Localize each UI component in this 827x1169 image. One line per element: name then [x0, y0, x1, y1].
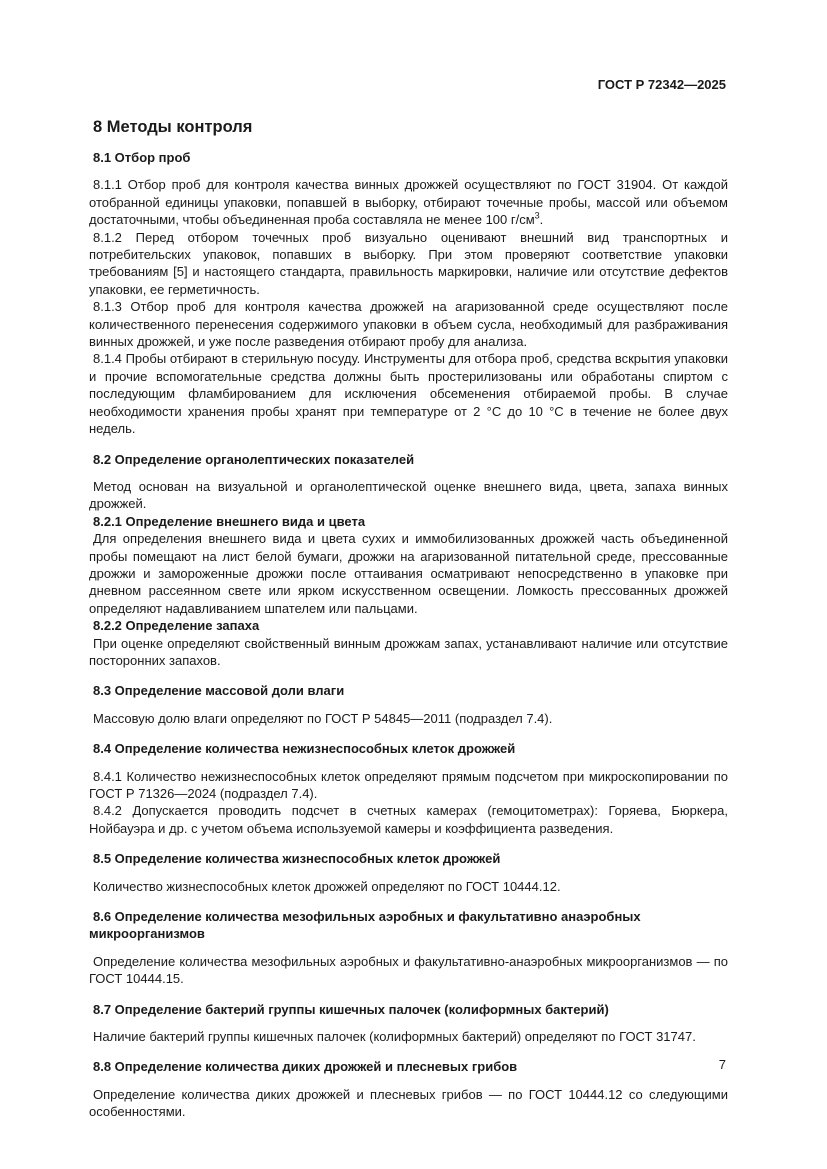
document-header: ГОСТ Р 72342—2025	[597, 77, 726, 92]
heading-8-6: 8.6 Определение количества мезофильных аэробных и факультативно анаэробных микроорганизмов	[89, 909, 641, 942]
heading-8-1: 8.1 Отбор проб	[93, 150, 191, 165]
paragraph-8-7: Наличие бактерий группы кишечных палочек (колиформных бактерий) определяют по ГОСТ 31747.	[93, 1029, 696, 1045]
section-title: 8 Методы контроля	[93, 118, 253, 136]
heading-8-8: 8.8 Определение количества диких дрожжей и плесневых грибов	[93, 1059, 518, 1075]
paragraph-8-8: Определение количества диких дрожжей и плесневых грибов — по ГОСТ 10444.12 со следующими особенностями.	[89, 1086, 728, 1120]
heading-8-2: 8.2 Определение органолептических показателей	[93, 451, 415, 467]
page-number: 7	[718, 1057, 726, 1072]
paragraph-8-1-1: 8.1.1 Отбор проб для контроля качества винных дрожжей осуществляют по ГОСТ 31904. От каждой отобранной единицы упаковки, попавшей в выборку, отбирают точечные пробы, массой или объемом достаточными, чтобы объединенная проба составляла не менее 100 $г/см^3$.	[89, 177, 728, 228]
heading-8-2-1: 8.2.1 Определение внешнего вида и цвета	[93, 513, 366, 529]
paragraph-8-4-2: 8.4.2 Допускается проводить подсчет в счетных камерах (гемоцитометрах): Горяева, Бюркера, Нойбауэра и др. с учетом объема используемой камеры и коэффициента разведения.	[89, 803, 728, 836]
page-content	[89, 116, 728, 1121]
paragraph-8-3: Массовую долю влаги определяют по ГОСТ Р 54845—2011 (подраздел 7.4).	[93, 710, 553, 726]
paragraph-8-1-3: 8.1.3 Отбор проб для контроля качества дрожжей на агаризованной среде осуществляют после количественного перенесения содержимого упаковки в объем сусла, необходимый для разбраживания винных дрожжей, и уже после разведения отбирают пробу для анализа.	[89, 299, 728, 350]
paragraph-8-6: Определение количества мезофильных аэробных и факультативно-анаэробных микроорганизмов — по ГОСТ 10444.15.	[89, 953, 728, 987]
paragraph-8-2-2: При оценке определяют свойственный винным дрожжам запах, устанавливают наличие или отсутствие посторонних запахов.	[89, 635, 728, 668]
paragraph-8-4-1: 8.4.1 Количество нежизнеспособных клеток определяют прямым подсчетом при микроскопировании по ГОСТ Р 71326—2024 (подраздел 7.4).	[89, 768, 728, 801]
paragraph-8-2-1: Для определения внешнего вида и цвета сухих и иммобилизованных дрожжей часть объединенной пробы помещают на лист белой бумаги, дрожжи на агаризованной питательной среде, прессованные дрожжи и замороженные дрожжи после оттаивания осматривают непосредственно в упаковке при дневном рассеянном свете или ярком искусственном освещении. Ломкость прессованных дрожжей определяют надавливанием шпателем или пальцами.	[89, 531, 728, 616]
heading-8-7: 8.7 Определение бактерий группы кишечных палочек (колиформных бактерий)	[93, 1001, 609, 1017]
paragraph-8-5: Количество жизнеспособных клеток дрожжей определяют по ГОСТ 10444.12.	[93, 878, 561, 894]
heading-8-2-2: 8.2.2 Определение запаха	[93, 618, 260, 634]
heading-8-4: 8.4 Определение количества нежизнеспособных клеток дрожжей	[93, 741, 516, 757]
paragraph-8-1-4: 8.1.4 Пробы отбирают в стерильную посуду. Инструменты для отбора проб, средства вскрытия упаковки и прочие вспомогательные средства должны быть простерилизованы или обработаны спиртом с последующим фламбированием для исключения обсеменения отбираемой пробы. В случае необходимости хранения пробы хранят при температуре от 2 °С до 10 °С в течение не более двух недель.	[89, 351, 728, 437]
paragraph-8-2: Метод основан на визуальной и органолептической оценке внешнего вида, цвета, запаха винных дрожжей.	[89, 478, 728, 512]
paragraph-8-1-2: 8.1.2 Перед отбором точечных проб визуально оценивают внешний вид транспортных и потребительских упаковок, попавших в выборку. При этом проверяют соответствие упаковки требованиям [5] и настоящего стандарта, правильность маркировки, наличие или отсутствие дефектов упаковки, ее герметичность.	[89, 229, 728, 297]
heading-8-3: 8.3 Определение массовой доли влаги	[93, 683, 345, 699]
heading-8-5: 8.5 Определение количества жизнеспособных клеток дрожжей	[93, 851, 501, 867]
